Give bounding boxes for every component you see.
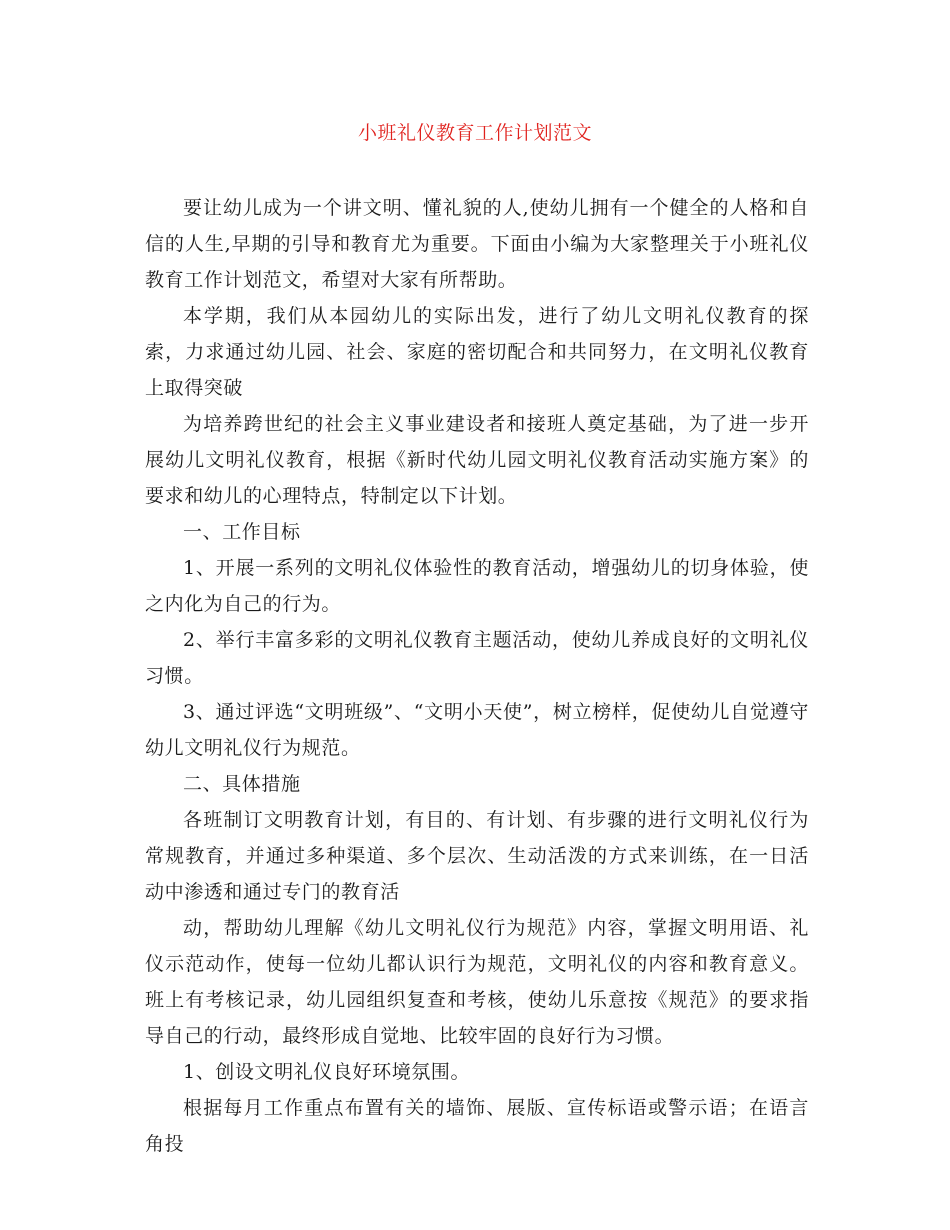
goal-item-1: 1、开展一系列的文明礼仪体验性的教育活动，增强幼儿的切身体验，使之内化为自己的行为。 <box>145 557 809 615</box>
paragraph-semester: 本学期，我们从本园幼儿的实际出发，进行了幼儿文明礼仪教育的探索，力求通过幼儿园、社会、家庭的密切配合和共同努力，在文明礼仪教育上取得突破 <box>145 305 809 399</box>
paragraph-foundation: 为培养跨世纪的社会主义事业建设者和接班人奠定基础，为了进一步开展幼儿文明礼仪教育，根据《新时代幼儿园文明礼仪教育活动实施方案》的要求和幼儿的心理特点，特制定以下计划。 <box>145 413 809 507</box>
document-body <box>145 190 809 1162</box>
paragraph-class-plan: 各班制订文明教育计划，有目的、有计划、有步骤的进行文明礼仪行为常规教育，并通过多种渠道、多个层次、生动活泼的方式来训练，在一日活动中渗透和通过专门的教育活 <box>145 809 809 903</box>
paragraph-intro: 要让幼儿成为一个讲文明、懂礼貌的人,使幼儿拥有一个健全的人格和自信的人生,早期的引导和教育尤为重要。下面由小编为大家整理关于小班礼仪教育工作计划范文，希望对大家有所帮助。 <box>145 197 809 291</box>
section-heading-measures: 二、具体措施 <box>183 773 301 795</box>
section-heading-goals: 一、工作目标 <box>183 521 301 543</box>
goal-item-2: 2、举行丰富多彩的文明礼仪教育主题活动，使幼儿养成良好的文明礼仪习惯。 <box>145 629 809 687</box>
document-title: 小班礼仪教育工作计划范文 <box>357 122 592 144</box>
measure-item-1: 1、创设文明礼仪良好环境氛围。 <box>183 1061 471 1083</box>
paragraph-activities: 动，帮助幼儿理解《幼儿文明礼仪行为规范》内容，掌握文明用语、礼仪示范动作，使每一位幼儿都认识行为规范，文明礼仪的内容和教育意义。班上有考核记录，幼儿园组织复查和考核，使幼儿乐意按《规范》的要求指导自己的行动，最终形成自觉地、比较牢固的良好行为习惯。 <box>145 917 809 1047</box>
goal-item-3: 3、通过评选“文明班级”、“文明小天使”，树立榜样，促使幼儿自觉遵守幼儿文明礼仪行为规范。 <box>145 701 809 759</box>
paragraph-environment: 根据每月工作重点布置有关的墙饰、展版、宣传标语或警示语；在语言角投 <box>145 1097 809 1155</box>
